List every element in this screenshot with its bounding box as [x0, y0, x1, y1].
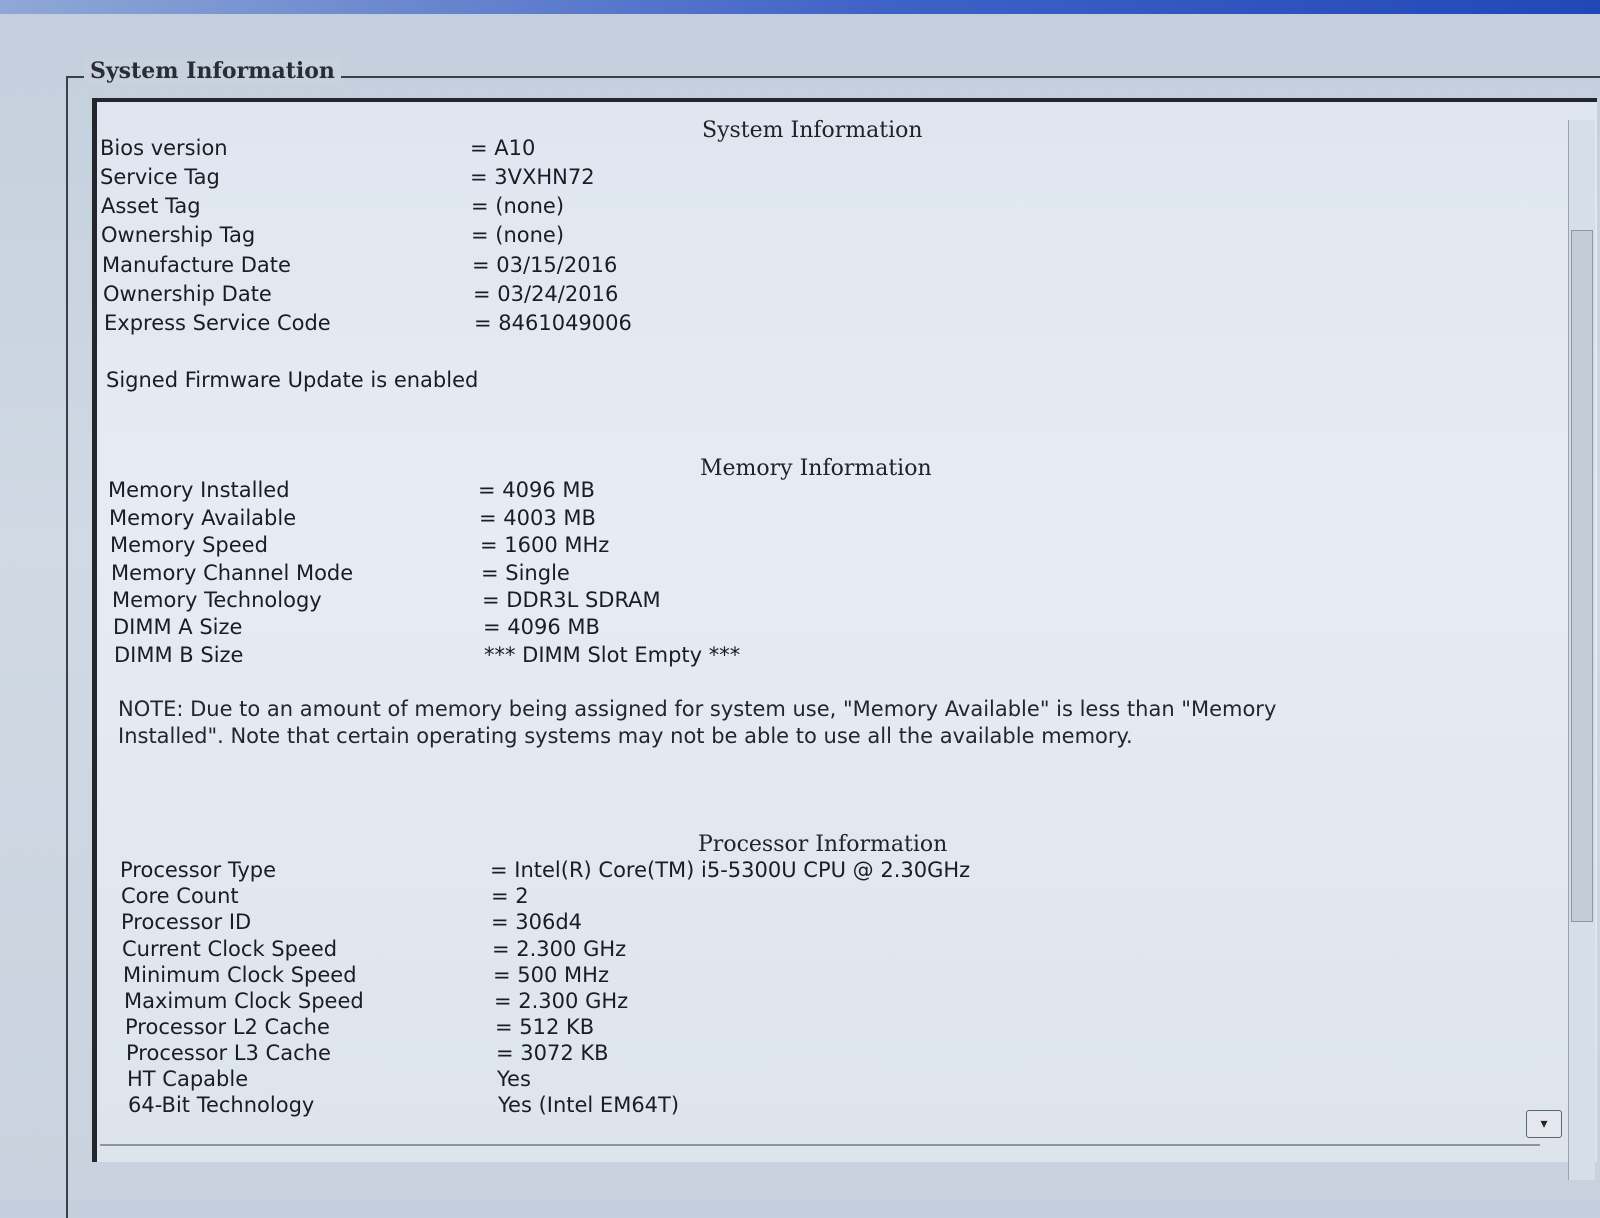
row-label: 64-Bit Technology: [128, 1093, 315, 1117]
row-label: Service Tag: [100, 165, 220, 189]
firmware-status-text: Signed Firmware Update is enabled: [106, 368, 479, 392]
row-label: Processor L3 Cache: [126, 1041, 331, 1065]
row-value: = 03/24/2016: [473, 282, 619, 306]
row-value: = Single: [481, 561, 570, 585]
row-value: = 1600 MHz: [480, 533, 610, 557]
row-label: Bios version: [100, 136, 228, 160]
memory-note-text: NOTE: Due to an amount of memory being assigned for system use, "Memory Available" is less than "Memory Installed". Note that certain operating systems may not be able to use all the available memory.: [118, 697, 1277, 748]
row-value: Yes: [497, 1067, 531, 1091]
system-info-heading: System Information: [702, 118, 923, 143]
row-label: Ownership Date: [103, 282, 272, 306]
row-label: Memory Technology: [112, 588, 322, 612]
row-value: *** DIMM Slot Empty ***: [484, 643, 741, 667]
row-value: = 3VXHN72: [470, 165, 595, 189]
row-label: Current Clock Speed: [122, 937, 338, 961]
processor-info-heading: Processor Information: [698, 832, 948, 857]
group-box-title: System Information: [84, 58, 341, 84]
row-label: Core Count: [121, 884, 239, 908]
row-label: Processor Type: [120, 858, 277, 882]
row-value: = 4096 MB: [483, 615, 600, 639]
row-label: Memory Installed: [108, 478, 290, 502]
panel-bottom-divider: [100, 1144, 1540, 1146]
row-label: Express Service Code: [104, 311, 331, 335]
row-value: = 03/15/2016: [472, 253, 618, 277]
row-label: Memory Channel Mode: [111, 561, 354, 585]
row-value: = 500 MHz: [493, 963, 609, 987]
row-label: Processor ID: [121, 910, 252, 934]
row-value: = 2: [491, 884, 529, 908]
row-value: = DDR3L SDRAM: [482, 588, 661, 612]
row-label: HT Capable: [127, 1067, 249, 1091]
row-label: Minimum Clock Speed: [123, 963, 357, 987]
row-value: = 2.300 GHz: [492, 937, 627, 961]
row-value: = (none): [471, 223, 565, 247]
scroll-down-button[interactable]: [1526, 1110, 1562, 1138]
row-value: = 4096 MB: [478, 478, 595, 502]
vertical-scrollbar[interactable]: [1568, 120, 1595, 1180]
row-value: = A10: [470, 136, 536, 160]
row-value: = 512 KB: [495, 1015, 595, 1039]
row-value: = 3072 KB: [496, 1041, 609, 1065]
row-label: DIMM B Size: [114, 643, 244, 667]
row-value: Yes (Intel EM64T): [498, 1093, 680, 1117]
row-label: Memory Speed: [110, 533, 268, 557]
row-value: = (none): [471, 194, 565, 218]
row-value: = 2.300 GHz: [494, 989, 629, 1013]
row-label: Memory Available: [109, 506, 297, 530]
chevron-down-icon: ▾: [1540, 1116, 1548, 1132]
row-label: Ownership Tag: [101, 223, 256, 247]
row-label: Maximum Clock Speed: [124, 989, 364, 1013]
row-value: = 8461049006: [474, 311, 632, 335]
row-label: Asset Tag: [101, 194, 201, 218]
scrollbar-thumb[interactable]: [1571, 230, 1593, 922]
memory-info-heading: Memory Information: [700, 456, 932, 481]
window-title-bar: [0, 0, 1600, 14]
row-label: Manufacture Date: [102, 253, 291, 277]
row-value: = 4003 MB: [479, 506, 596, 530]
row-value: = Intel(R) Core(TM) i5-5300U CPU @ 2.30GHz: [490, 858, 971, 882]
row-label: DIMM A Size: [113, 615, 243, 639]
row-label: Processor L2 Cache: [125, 1015, 330, 1039]
row-value: = 306d4: [491, 910, 583, 934]
